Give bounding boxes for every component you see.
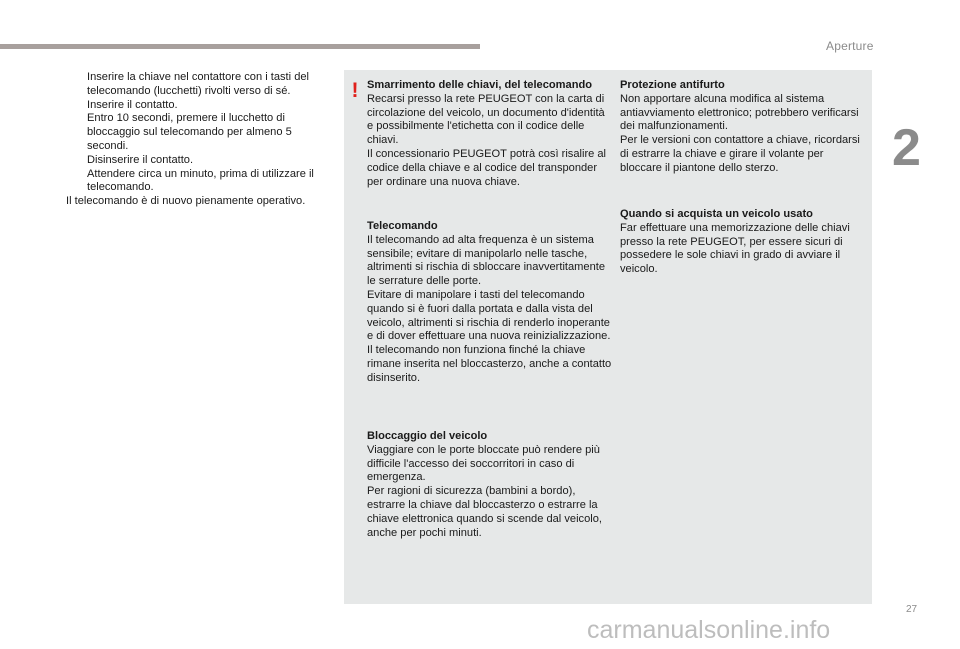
procedure-step <box>66 112 316 153</box>
section-title: Aperture <box>826 39 874 53</box>
step-text: Disinserire il contatto. <box>87 153 194 166</box>
remote-control-section <box>367 220 612 386</box>
step-text: Inserire la chiave nel contattore con i tasti del telecomando (lucchetti) rivolti verso di sé. <box>87 71 309 97</box>
chapter-number: 2 <box>892 119 921 177</box>
lost-keys-heading: Smarrimento delle chiavi, del telecomando <box>367 79 593 91</box>
vehicle-locking-body: Viaggiare con le porte bloccate può rendere più difficile l'accesso dei soccorritori in caso di emergenza. Per ragioni di sicurezza (bambini a bordo), estrarre la chiave dal bloccasterzo o estrarre la chiave elettronica quando si scende dal veicolo, anche per pochi minuti. <box>367 443 602 539</box>
lost-keys-body: Recarsi presso la rete PEUGEOT con la carta di circolazione del veicolo, un documento d'identità e possibilmente l'etichetta con il codice delle chiavi. Il concessionario PEUGEOT potrà così risalire al codice della chiave e al codice del transponder per ordinare una nuova chiave. <box>367 92 607 188</box>
lost-keys-section <box>367 79 612 189</box>
step-text: Entro 10 secondi, premere il lucchetto di bloccaggio sul telecomando per almeno 5 secondi. <box>87 112 292 152</box>
used-vehicle-body: Far effettuare una memorizzazione delle chiavi presso la rete PEUGEOT, per essere sicuri di possedere le sole chiavi in grado di avviare il veicolo. <box>620 221 850 276</box>
vehicle-locking-heading: Bloccaggio del veicolo <box>367 430 488 442</box>
procedure-step <box>66 168 316 196</box>
step-text: Attendere circa un minuto, prima di utilizzare il telecomando. <box>87 167 314 194</box>
page-number: 27 <box>906 604 918 615</box>
anti-theft-heading: Protezione antifurto <box>620 79 725 91</box>
procedure-step <box>66 71 316 99</box>
anti-theft-section <box>620 79 865 176</box>
procedure-column <box>66 71 316 209</box>
header-bar <box>0 44 480 49</box>
warning-icon: ! <box>351 79 359 102</box>
vehicle-locking-section <box>367 430 612 540</box>
watermark: carmanualsonline.info <box>587 616 831 644</box>
procedure-step <box>66 99 316 113</box>
used-vehicle-heading: Quando si acquista un veicolo usato <box>620 208 813 220</box>
step-text: Inserire il contatto. <box>87 98 178 111</box>
used-vehicle-section <box>620 208 865 277</box>
remote-control-heading: Telecomando <box>367 220 438 232</box>
procedure-step <box>66 154 316 168</box>
closing-note: Il telecomando è di nuovo pienamente operativo. <box>66 195 306 208</box>
remote-control-body: Il telecomando ad alta frequenza è un sistema sensibile; evitare di manipolarlo nelle tasche, altrimenti si rischia di sbloccare inavvertitamente le serrature delle porte. Evitare di manipolare i tasti del telecomando quando si è fuori dalla portata e dalla vista del veicolo, altrimenti si rischia di renderlo inoperante e di dover effettuare una nuova reinizializzazione. Il telecomando non funziona finché la chiave rimane inserita nel bloccasterzo, anche a contatto disinserito. <box>367 233 612 384</box>
anti-theft-body: Non apportare alcuna modifica al sistema antiavviamento elettronico; potrebbero verificarsi dei malfunzionamenti. Per le versioni con contattore a chiave, ricordarsi di estrarre la chiave e girare il volante per bloccare il piantone dello sterzo. <box>620 92 860 174</box>
